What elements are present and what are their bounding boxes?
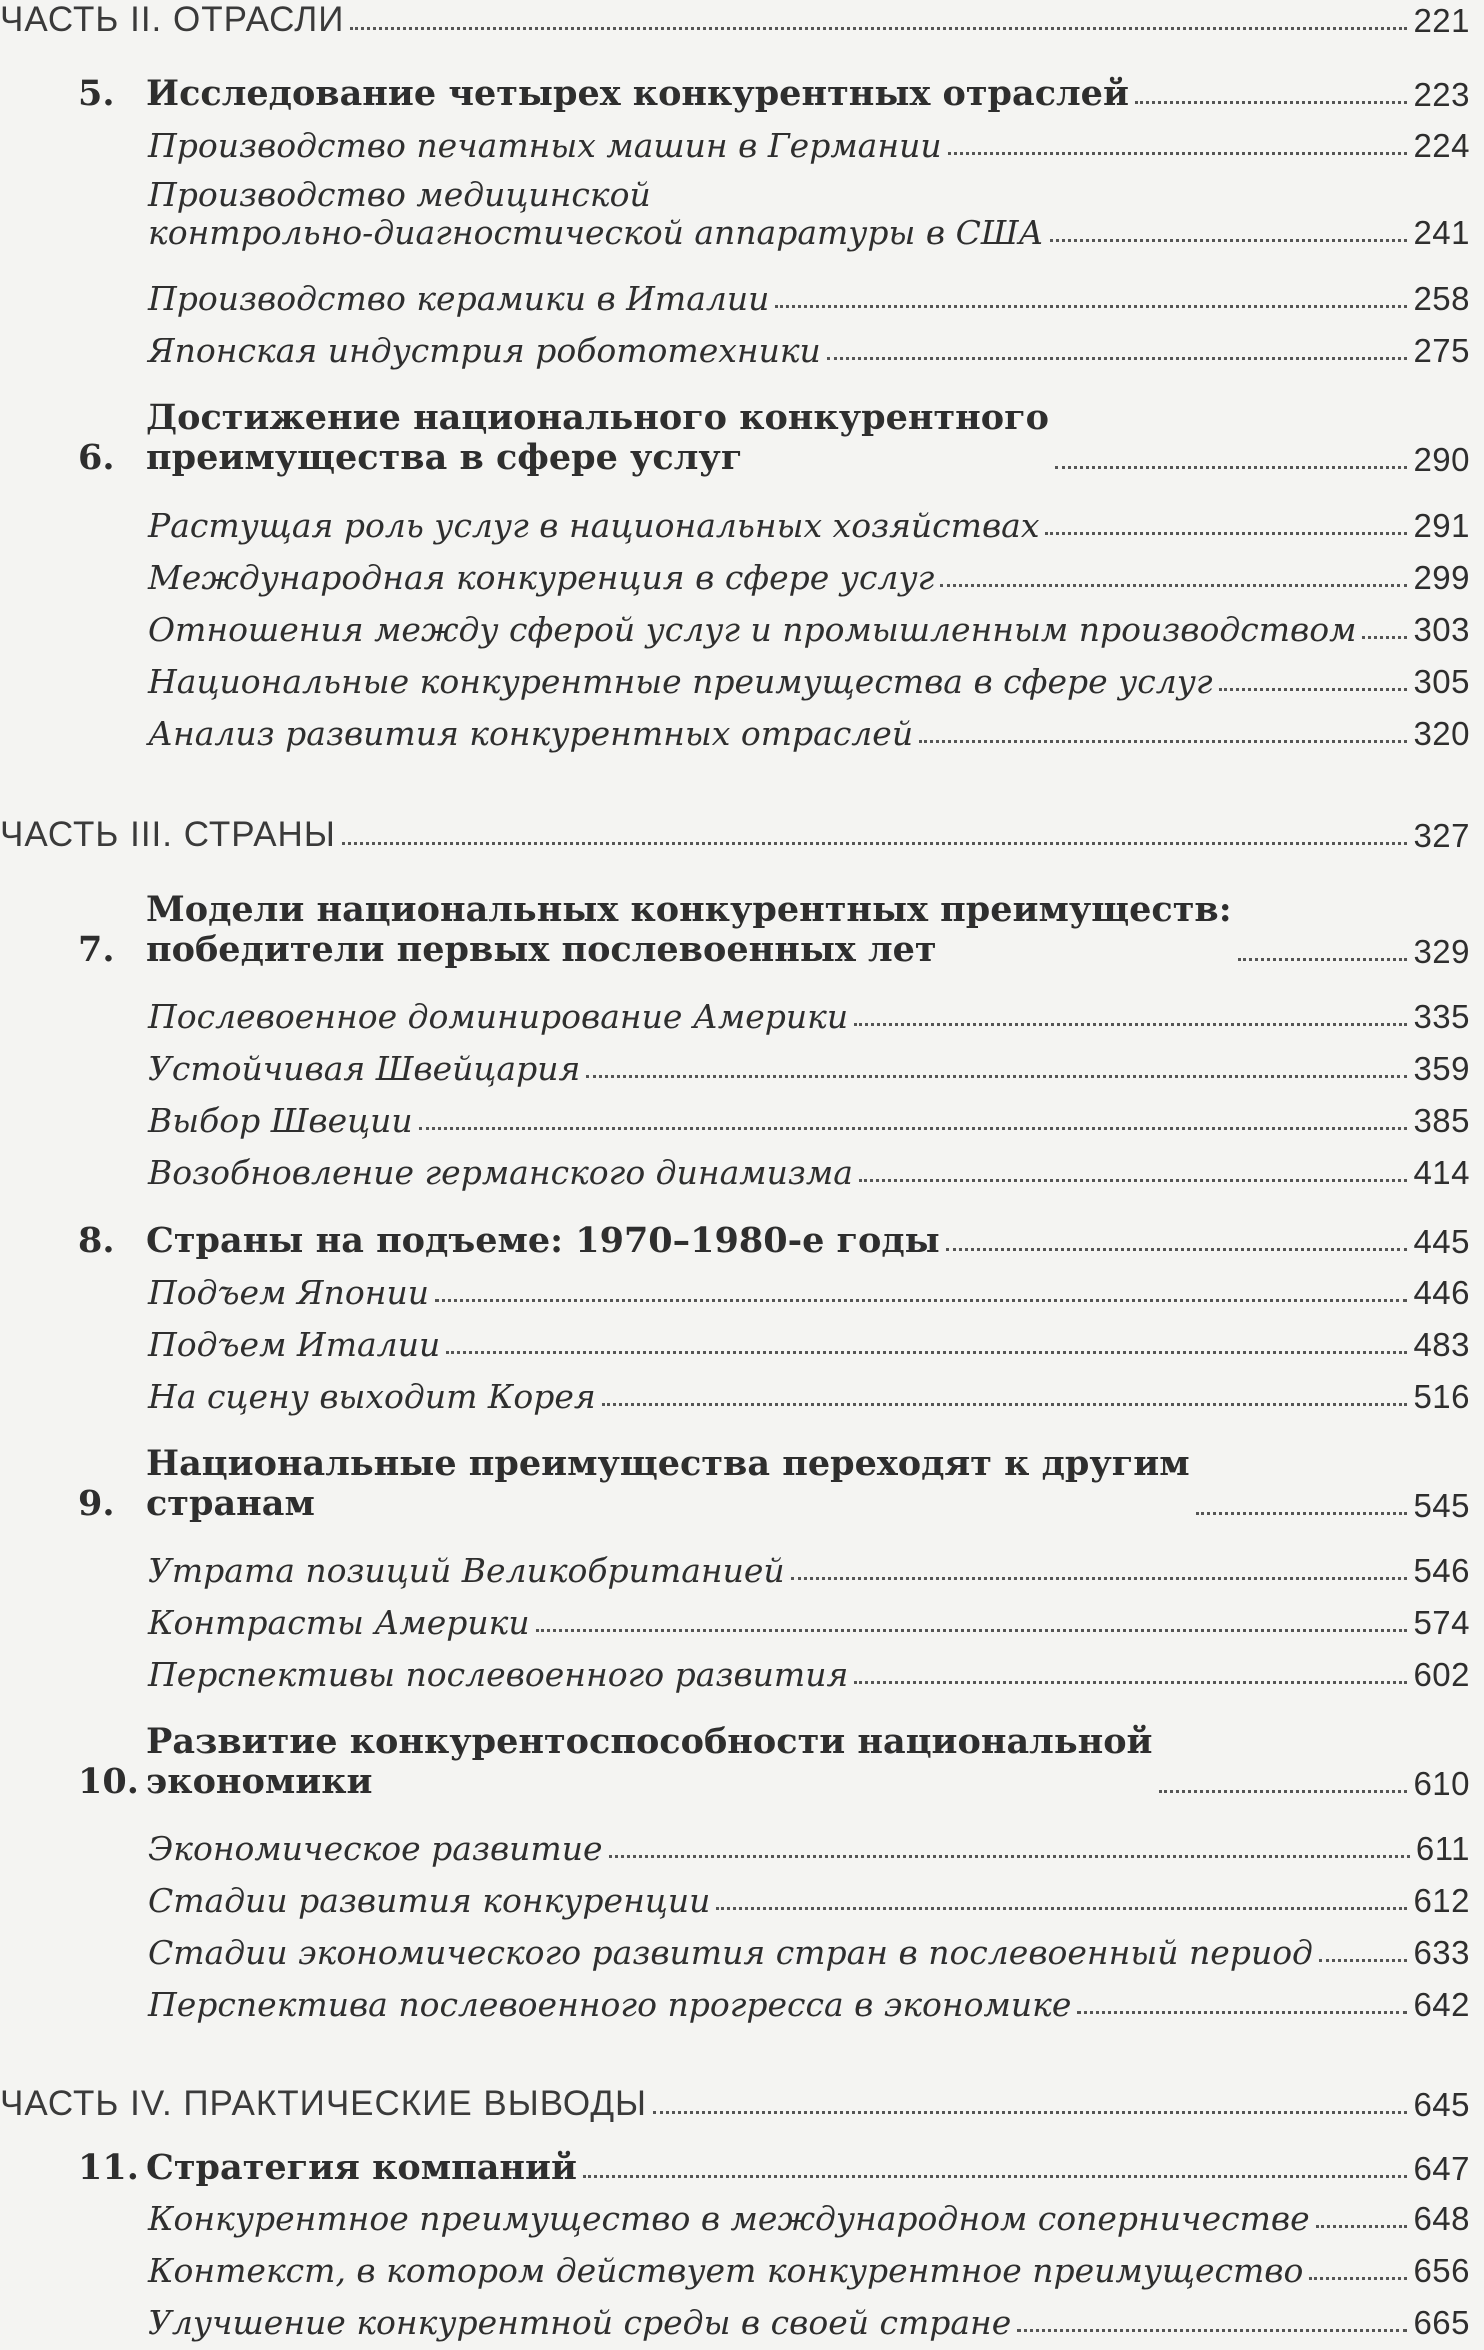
page-number: 611 (1415, 1830, 1470, 1867)
page-number: 359 (1413, 1050, 1470, 1087)
toc-section-row[interactable] (148, 1050, 1470, 1088)
page-number: 303 (1413, 611, 1470, 648)
toc-section-row[interactable] (148, 2200, 1470, 2238)
page-number: 647 (1413, 2150, 1470, 2188)
toc-section-title: Японская индустрия робототехники (148, 331, 821, 370)
chapter-number: 6. (78, 437, 115, 479)
page-number: 385 (1413, 1102, 1470, 1139)
toc-section-row[interactable] (148, 1552, 1470, 1590)
page-number: 224 (1413, 127, 1470, 164)
toc-section-title: Контекст, в котором действует конкурентное преимущество (148, 2251, 1304, 2290)
dot-leader (342, 842, 1408, 845)
page-number: 446 (1413, 1274, 1470, 1311)
page-number: 299 (1413, 559, 1470, 596)
dot-leader (854, 1023, 1407, 1026)
page-number: 645 (1413, 2086, 1470, 2124)
page-number: 546 (1413, 1552, 1470, 1589)
toc-section-title: Анализ развития конкурентных отраслей (148, 714, 914, 753)
dot-leader (1196, 1512, 1408, 1515)
toc-section-row[interactable] (148, 2304, 1470, 2342)
page-number: 241 (1413, 213, 1470, 251)
page-number: 483 (1413, 1326, 1470, 1363)
page-number: 648 (1413, 2200, 1470, 2237)
toc-section-title: Экономическое развитие (148, 1829, 603, 1868)
toc-section-title: Подъем Японии (148, 1273, 429, 1312)
toc-section-title: Выбор Швеции (148, 1101, 413, 1140)
toc-section-title: Производство печатных машин в Германии (148, 126, 942, 165)
dot-leader (583, 2175, 1407, 2178)
toc-section-row[interactable] (148, 998, 1470, 1036)
page-number: 327 (1413, 817, 1470, 855)
dot-leader (536, 1629, 1408, 1632)
toc-section-title: Перспектива послевоенного прогресса в экономике (148, 1985, 1072, 2024)
toc-chapter-title: Национальные преимущества переходят к другим странам (146, 1443, 1190, 1525)
toc-section-row[interactable] (148, 1830, 1470, 1868)
toc-section-title: Отношения между сферой услуг и промышленным производством (148, 610, 1357, 649)
toc-part-row[interactable] (0, 2084, 1470, 2124)
toc-section-row[interactable] (148, 715, 1470, 753)
dot-leader (940, 584, 1407, 587)
page-number: 275 (1413, 332, 1470, 369)
toc-section-title: Растущая роль услуг в национальных хозяйствах (148, 506, 1040, 545)
toc-section-title: Международная конкуренция в сфере услуг (148, 558, 935, 597)
toc-chapter-row[interactable] (78, 1444, 1470, 1525)
toc-section-title: Утрата позиций Великобританией (148, 1551, 785, 1590)
toc-section-title: Контрасты Америки (148, 1603, 530, 1642)
toc-part-row[interactable] (0, 815, 1470, 855)
dot-leader (1159, 1790, 1408, 1793)
toc-part-title: ЧАСТЬ III. СТРАНЫ (0, 815, 336, 854)
page-number: 633 (1413, 1934, 1470, 1971)
toc-part-row[interactable] (0, 0, 1470, 40)
toc-part-title: ЧАСТЬ IV. ПРАКТИЧЕСКИЕ ВЫВОДЫ (0, 2084, 648, 2123)
toc-chapter-row[interactable] (78, 74, 1470, 114)
toc-section-row[interactable] (148, 663, 1470, 701)
toc-section-row[interactable] (148, 1102, 1470, 1140)
toc-chapter-title: Развитие конкурентоспособности национальной экономики (146, 1721, 1153, 1803)
chapter-number: 7. (78, 929, 115, 971)
toc-section-title: Перспективы послевоенного развития (148, 1655, 849, 1694)
page-number: 574 (1413, 1604, 1470, 1641)
page-number: 610 (1413, 1764, 1470, 1802)
page-number: 223 (1413, 76, 1470, 114)
page-number: 329 (1413, 932, 1470, 970)
dot-leader (435, 1299, 1407, 1302)
dot-leader (1319, 1959, 1407, 1962)
toc-section-row[interactable] (148, 1154, 1470, 1192)
dot-leader (1050, 239, 1408, 242)
toc-section-row[interactable] (148, 1986, 1470, 2024)
page-number: 305 (1413, 663, 1470, 700)
toc-section-title: Подъем Италии (148, 1325, 441, 1364)
toc-section-title: Стадии развития конкуренции (148, 1881, 711, 1920)
toc-section-row[interactable] (148, 1656, 1470, 1694)
toc-chapter-title: Стратегия компаний (146, 2147, 577, 2188)
chapter-number: 11. (78, 2147, 139, 2188)
toc-section-title: Послевоенное доминирование Америки (148, 997, 849, 1036)
page-number: 258 (1413, 280, 1470, 317)
page-number: 612 (1413, 1882, 1470, 1919)
toc-section-row[interactable] (148, 1934, 1470, 1972)
toc-section-row[interactable] (148, 1274, 1470, 1312)
dot-leader (602, 1403, 1408, 1406)
dot-leader (609, 1855, 1410, 1858)
dot-leader (446, 1351, 1407, 1354)
page-number: 602 (1413, 1656, 1470, 1693)
toc-part-title: ЧАСТЬ II. ОТРАСЛИ (0, 0, 345, 39)
toc-section-title: Производство керамики в Италии (148, 279, 770, 318)
dot-leader (948, 152, 1408, 155)
chapter-number: 5. (78, 73, 115, 114)
dot-leader (1077, 2011, 1407, 2014)
chapter-number: 9. (78, 1483, 115, 1525)
page-number: 335 (1413, 998, 1470, 1035)
dot-leader (350, 27, 1407, 30)
toc-section-row[interactable] (148, 1378, 1470, 1416)
toc-section-title: Стадии экономического развития стран в послевоенный период (148, 1933, 1313, 1972)
dot-leader (1309, 2277, 1407, 2280)
toc-section-row[interactable] (148, 1326, 1470, 1364)
toc-section-row[interactable] (148, 507, 1470, 545)
dot-leader (775, 305, 1407, 308)
toc-chapter-row[interactable] (78, 1221, 1470, 1261)
dot-leader (586, 1075, 1407, 1078)
toc-section-row[interactable] (148, 1604, 1470, 1642)
dot-leader (946, 1248, 1408, 1251)
chapter-number: 8. (78, 1220, 115, 1261)
page-number: 665 (1413, 2304, 1470, 2341)
toc-section-row[interactable] (148, 611, 1470, 649)
toc-chapter-row[interactable] (78, 890, 1470, 971)
toc-chapter-title: Достижение национального конкурентного преимущества в сфере услуг (146, 397, 1049, 479)
page-number: 642 (1413, 1986, 1470, 2023)
toc-chapter-title: Исследование четырех конкурентных отраслей (146, 73, 1129, 114)
dot-leader (419, 1127, 1408, 1130)
toc-chapter-title: Модели национальных конкурентных преимуществ: победители первых послевоенных лет (146, 889, 1232, 971)
toc-chapter-row[interactable] (78, 2148, 1470, 2188)
dot-leader (1238, 958, 1408, 961)
toc-section-title: Возобновление германского динамизма (148, 1153, 853, 1192)
toc-section-title: Производство медицинской контрольно-диагностической аппаратуры в США (148, 175, 1044, 252)
dot-leader (1362, 636, 1407, 639)
page-number: 445 (1413, 1223, 1470, 1261)
toc-section-title: На сцену выходит Корея (148, 1377, 596, 1416)
dot-leader (791, 1577, 1408, 1580)
toc-section-row[interactable] (148, 332, 1470, 370)
dot-leader (919, 740, 1407, 743)
toc-chapter-row[interactable] (78, 1722, 1470, 1803)
dot-leader (1045, 532, 1407, 535)
page-number: 290 (1413, 440, 1470, 478)
dot-leader (859, 1179, 1408, 1182)
toc-section-row[interactable] (148, 2252, 1470, 2290)
toc-section-row[interactable] (148, 559, 1470, 597)
toc-section-row[interactable] (148, 176, 1470, 252)
chapter-number: 10. (78, 1761, 139, 1803)
page-number: 545 (1413, 1486, 1470, 1524)
dot-leader (1316, 2225, 1408, 2228)
dot-leader (1017, 2329, 1407, 2332)
page-number: 516 (1413, 1378, 1470, 1415)
page-number: 320 (1413, 715, 1470, 752)
toc-section-title: Улучшение конкурентной среды в своей стране (148, 2303, 1012, 2342)
dot-leader (827, 357, 1408, 360)
toc-section-title: Национальные конкурентные преимущества в сфере услуг (148, 662, 1213, 701)
dot-leader (653, 2111, 1407, 2114)
toc-section-title: Конкурентное преимущество в международном соперничестве (148, 2199, 1310, 2238)
dot-leader (854, 1681, 1407, 1684)
toc-chapter-title: Страны на подъеме: 1970–1980-е годы (146, 1220, 940, 1261)
dot-leader (1135, 101, 1408, 104)
toc-section-row[interactable] (148, 127, 1470, 165)
dot-leader (716, 1907, 1407, 1910)
page-number: 414 (1413, 1154, 1470, 1191)
dot-leader (1055, 466, 1408, 469)
toc-chapter-row[interactable] (78, 398, 1470, 479)
toc-section-row[interactable] (148, 1882, 1470, 1920)
dot-leader (1219, 688, 1408, 691)
toc-section-row[interactable] (148, 280, 1470, 318)
page-number: 291 (1413, 507, 1470, 544)
page-number: 656 (1413, 2252, 1470, 2289)
toc-section-title: Устойчивая Швейцария (148, 1049, 581, 1088)
page-number: 221 (1413, 2, 1470, 40)
